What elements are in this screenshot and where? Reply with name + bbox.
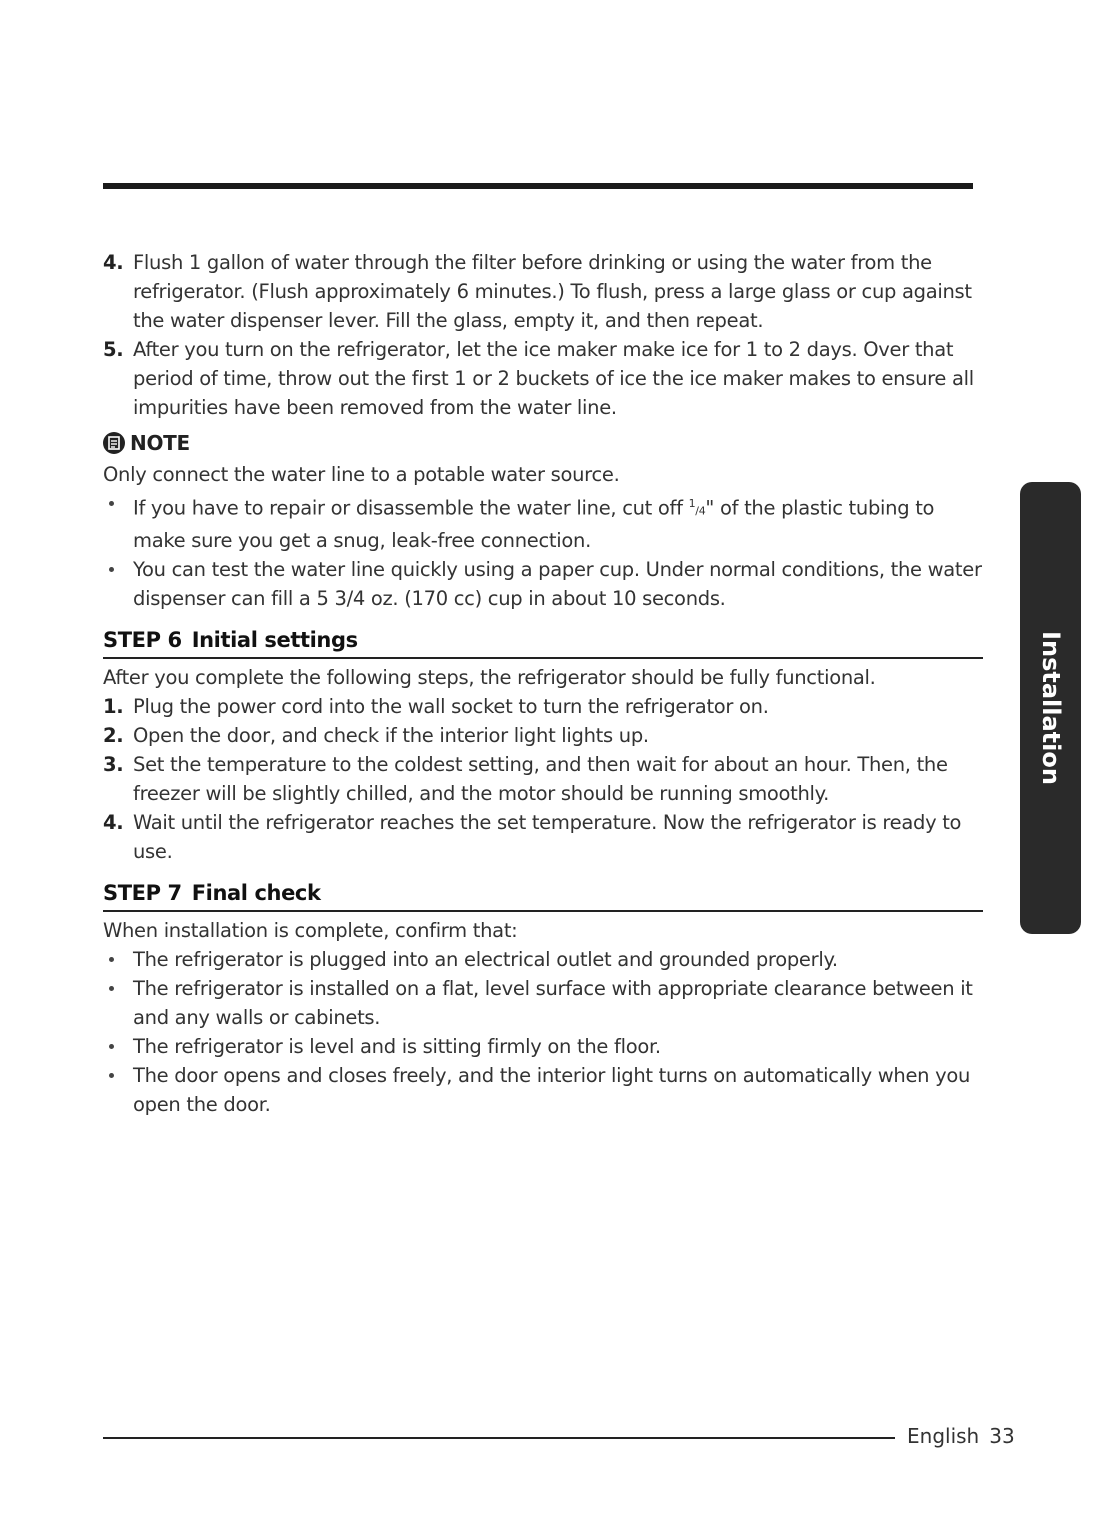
step6-heading	[103, 623, 983, 659]
bullet-dot	[109, 501, 114, 506]
item-number: 5.	[103, 338, 124, 361]
bullet-text: The refrigerator is installed on a flat, level surface with appropriate clearance between it and any walls or cabinets.	[133, 976, 973, 1029]
item-text: Wait until the refrigerator reaches the set temperature. Now the refrigerator is ready to use.	[133, 810, 962, 863]
fraction-numerator: 1	[688, 497, 696, 510]
bullet-dot	[109, 957, 114, 962]
item-number: 4.	[103, 810, 124, 834]
step7-heading	[103, 876, 983, 912]
item-text: After you turn on the refrigerator, let the ice maker make ice for 1 to 2 days. Over that period of time, throw out the first 1 or 2 buckets of ice the ice maker makes to ensure all impurities have been removed from the water line.	[133, 338, 974, 419]
list-item	[103, 974, 983, 1032]
page-number: 33	[989, 1424, 1015, 1448]
step7-intro: When installation is complete, confirm that:	[103, 918, 518, 942]
fraction-denominator: /4	[695, 504, 706, 518]
item-number: 3.	[103, 752, 124, 776]
bullet-dot	[109, 1044, 114, 1049]
page-content	[103, 248, 983, 1119]
bullet-dot	[109, 1073, 114, 1078]
top-rule	[103, 183, 973, 189]
bullet-text: The refrigerator is plugged into an electrical outlet and grounded properly.	[133, 947, 838, 971]
bullet-dot	[109, 567, 114, 572]
note-bullet-text: You can test the water line quickly using a paper cup. Under normal conditions, the water dispenser can fill a 5 3/4 oz. (170 cc) cup in about 10 seconds.	[133, 557, 982, 610]
note-label: NOTE	[130, 430, 190, 455]
list-item	[103, 489, 983, 555]
list-item	[103, 750, 983, 808]
bullet-text: The refrigerator is level and is sitting firmly on the floor.	[133, 1034, 661, 1058]
item-number: 2.	[103, 723, 124, 747]
step6-number: STEP 6	[103, 627, 182, 652]
list-item	[103, 692, 983, 721]
item-text: Open the door, and check if the interior light lights up.	[133, 723, 649, 747]
step7-title: Final check	[191, 880, 321, 905]
list-item	[103, 335, 983, 422]
note-bullet-text-a: If you have to repair or disassemble the water line, cut off	[133, 496, 689, 520]
list-item	[103, 1032, 983, 1061]
item-text: Plug the power cord into the wall socket to turn the refrigerator on.	[133, 694, 769, 718]
section-tab-label: Installation	[1036, 631, 1065, 785]
item-text: Flush 1 gallon of water through the filter before drinking or using the water from the refrigerator. (Flush approximately 6 minutes.) To flush, press a large glass or cup against the water dispenser lever. Fill the glass, empty it, and then repeat.	[133, 251, 972, 332]
list-item	[103, 945, 983, 974]
note-intro: Only connect the water line to a potable water source.	[103, 463, 620, 486]
list-item	[103, 808, 983, 866]
step6-intro: After you complete the following steps, the refrigerator should be fully functional.	[103, 665, 876, 689]
step7-number: STEP 7	[103, 880, 182, 905]
item-number: 1.	[103, 694, 124, 718]
footer-rule	[103, 1437, 895, 1439]
bullet-text: The door opens and closes freely, and the interior light turns on automatically when you open the door.	[133, 1063, 971, 1116]
item-number: 4.	[103, 251, 124, 274]
list-item	[103, 1061, 983, 1119]
page-footer	[907, 1424, 1015, 1448]
note-heading	[103, 426, 983, 460]
bullet-dot	[109, 986, 114, 991]
footer-language: English	[907, 1424, 980, 1448]
step6-title: Initial settings	[191, 627, 358, 652]
item-text: Set the temperature to the coldest setting, and then wait for about an hour. Then, the freezer will be slightly chilled, and the motor should be running smoothly.	[133, 752, 948, 805]
list-item	[103, 248, 983, 335]
note-bullet-text-b: " of the plastic tubing to make sure you get a snug, leak-free connection.	[133, 496, 935, 552]
list-item	[103, 721, 983, 750]
note-icon	[103, 432, 125, 454]
section-side-tab	[1020, 482, 1081, 934]
list-item	[103, 555, 983, 613]
